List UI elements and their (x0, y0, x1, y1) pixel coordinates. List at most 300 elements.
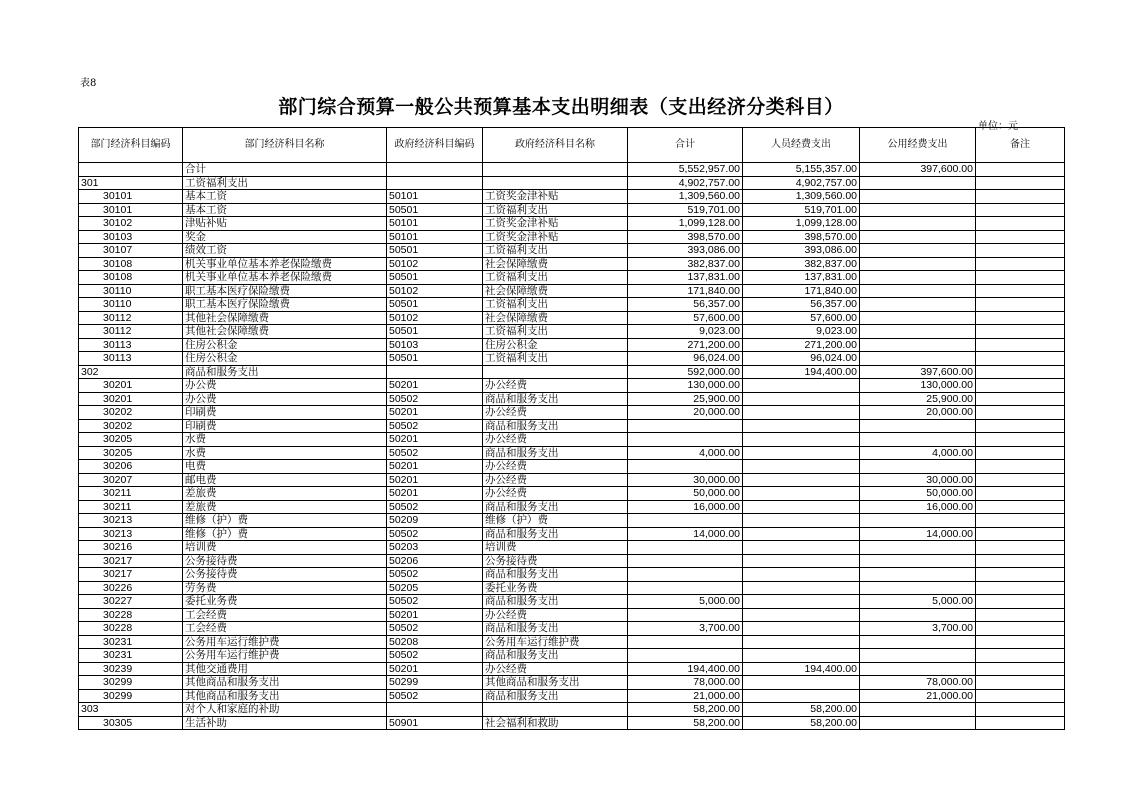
cell-dept-name: 维修（护）费 (183, 527, 387, 541)
cell-personnel: 56,357.00 (743, 298, 860, 312)
table-row (79, 352, 1065, 366)
cell-gov-code: 50101 (387, 230, 483, 244)
cell-public: 30,000.00 (860, 473, 976, 487)
cell-dept-name: 住房公积金 (183, 338, 387, 352)
cell-gov-name: 维修（护）费 (483, 514, 628, 528)
cell-dept-code: 30112 (79, 311, 183, 325)
cell-public: 5,000.00 (860, 595, 976, 609)
cell-dept-code: 30112 (79, 325, 183, 339)
cell-note (976, 352, 1065, 366)
cell-gov-name: 其他商品和服务支出 (483, 676, 628, 690)
cell-note (976, 203, 1065, 217)
cell-public (860, 244, 976, 258)
cell-gov-name: 社会福利和救助 (483, 716, 628, 730)
cell-dept-name: 印刷费 (183, 406, 387, 420)
cell-dept-code: 30205 (79, 446, 183, 460)
expenditure-table (78, 127, 1065, 730)
cell-dept-name: 职工基本医疗保险缴费 (183, 298, 387, 312)
cell-gov-code: 50101 (387, 217, 483, 231)
cell-dept-code: 30101 (79, 190, 183, 204)
cell-gov-code: 50501 (387, 271, 483, 285)
cell-note (976, 514, 1065, 528)
cell-personnel (743, 527, 860, 541)
cell-total (628, 541, 743, 555)
cell-note (976, 541, 1065, 555)
cell-personnel (743, 649, 860, 663)
cell-dept-name: 公务用车运行维护费 (183, 649, 387, 663)
cell-personnel: 194,400.00 (743, 365, 860, 379)
table-row (79, 514, 1065, 528)
cell-personnel (743, 406, 860, 420)
cell-dept-name: 水费 (183, 446, 387, 460)
table-row (79, 595, 1065, 609)
cell-gov-code: 50501 (387, 203, 483, 217)
cell-note (976, 568, 1065, 582)
cell-note (976, 716, 1065, 730)
cell-public (860, 352, 976, 366)
cell-note (976, 649, 1065, 663)
cell-dept-name: 其他社会保障缴费 (183, 325, 387, 339)
table-row (79, 676, 1065, 690)
cell-dept-name: 维修（护）费 (183, 514, 387, 528)
cell-dept-code: 30213 (79, 527, 183, 541)
cell-dept-name: 基本工资 (183, 190, 387, 204)
cell-public (860, 554, 976, 568)
cell-total: 130,000.00 (628, 379, 743, 393)
table-row (79, 635, 1065, 649)
cell-public (860, 230, 976, 244)
cell-dept-code: 30226 (79, 581, 183, 595)
cell-total: 58,200.00 (628, 703, 743, 717)
cell-dept-name: 邮电费 (183, 473, 387, 487)
header-row (79, 128, 1065, 163)
cell-gov-code: 50101 (387, 190, 483, 204)
cell-total: 194,400.00 (628, 662, 743, 676)
cell-personnel (743, 676, 860, 690)
cell-gov-code: 50502 (387, 392, 483, 406)
cell-gov-code: 50502 (387, 689, 483, 703)
cell-personnel (743, 392, 860, 406)
table-row (79, 217, 1065, 231)
cell-note (976, 325, 1065, 339)
table-row (79, 230, 1065, 244)
cell-public: 4,000.00 (860, 446, 976, 460)
cell-gov-code: 50201 (387, 460, 483, 474)
table-row (79, 311, 1065, 325)
cell-total: 5,552,957.00 (628, 163, 743, 177)
cell-personnel: 96,024.00 (743, 352, 860, 366)
cell-personnel: 271,200.00 (743, 338, 860, 352)
cell-personnel: 4,902,757.00 (743, 176, 860, 190)
cell-total (628, 433, 743, 447)
cell-gov-name: 办公经费 (483, 379, 628, 393)
cell-gov-name: 工资福利支出 (483, 203, 628, 217)
cell-gov-code: 50502 (387, 500, 483, 514)
cell-personnel: 58,200.00 (743, 716, 860, 730)
cell-gov-name: 公务接待费 (483, 554, 628, 568)
cell-note (976, 527, 1065, 541)
cell-dept-code: 30108 (79, 257, 183, 271)
cell-gov-code (387, 176, 483, 190)
cell-personnel: 398,570.00 (743, 230, 860, 244)
cell-dept-code: 30216 (79, 541, 183, 555)
cell-dept-name: 津贴补贴 (183, 217, 387, 231)
cell-dept-name: 其他商品和服务支出 (183, 689, 387, 703)
cell-total: 1,099,128.00 (628, 217, 743, 231)
cell-public (860, 460, 976, 474)
cell-dept-name: 基本工资 (183, 203, 387, 217)
cell-personnel (743, 581, 860, 595)
cell-personnel (743, 568, 860, 582)
cell-note (976, 406, 1065, 420)
cell-public: 21,000.00 (860, 689, 976, 703)
col-header-total: 合计 (628, 128, 743, 163)
page-title: 部门综合预算一般公共预算基本支出明细表（支出经济分类科目） (278, 96, 844, 118)
cell-public (860, 419, 976, 433)
cell-gov-name: 委托业务费 (483, 581, 628, 595)
cell-dept-name: 工会经费 (183, 622, 387, 636)
cell-dept-code: 30107 (79, 244, 183, 258)
cell-note (976, 473, 1065, 487)
cell-dept-code: 30213 (79, 514, 183, 528)
cell-gov-code: 50201 (387, 487, 483, 501)
cell-gov-code: 50102 (387, 257, 483, 271)
cell-gov-name: 商品和服务支出 (483, 622, 628, 636)
cell-dept-code: 30113 (79, 338, 183, 352)
cell-note (976, 244, 1065, 258)
cell-note (976, 338, 1065, 352)
col-header-gov-code: 政府经济科目编码 (387, 128, 483, 163)
cell-public (860, 635, 976, 649)
cell-gov-name: 工资福利支出 (483, 298, 628, 312)
cell-gov-name: 办公经费 (483, 608, 628, 622)
cell-gov-code: 50501 (387, 352, 483, 366)
cell-gov-name: 商品和服务支出 (483, 392, 628, 406)
cell-personnel (743, 541, 860, 555)
cell-public (860, 190, 976, 204)
cell-total: 96,024.00 (628, 352, 743, 366)
cell-note (976, 433, 1065, 447)
table-row (79, 338, 1065, 352)
table-row (79, 203, 1065, 217)
cell-dept-name: 其他社会保障缴费 (183, 311, 387, 325)
cell-note (976, 311, 1065, 325)
cell-gov-code: 50201 (387, 433, 483, 447)
table-row (79, 244, 1065, 258)
cell-dept-code: 30113 (79, 352, 183, 366)
cell-gov-name: 工资奖金津补贴 (483, 230, 628, 244)
cell-gov-name: 商品和服务支出 (483, 446, 628, 460)
cell-dept-code: 30110 (79, 284, 183, 298)
cell-gov-code: 50502 (387, 595, 483, 609)
cell-dept-name: 生活补助 (183, 716, 387, 730)
cell-dept-name: 公务用车运行维护费 (183, 635, 387, 649)
cell-gov-code: 50502 (387, 419, 483, 433)
cell-dept-name: 差旅费 (183, 500, 387, 514)
table-row (79, 419, 1065, 433)
cell-public (860, 325, 976, 339)
cell-dept-name: 劳务费 (183, 581, 387, 595)
table-row (79, 460, 1065, 474)
cell-note (976, 446, 1065, 460)
cell-gov-code: 50102 (387, 284, 483, 298)
table-row (79, 622, 1065, 636)
cell-public (860, 311, 976, 325)
cell-dept-name: 合计 (183, 163, 387, 177)
table-row (79, 689, 1065, 703)
cell-public (860, 514, 976, 528)
cell-personnel (743, 433, 860, 447)
table-row (79, 581, 1065, 595)
cell-note (976, 595, 1065, 609)
cell-total: 58,200.00 (628, 716, 743, 730)
cell-personnel: 194,400.00 (743, 662, 860, 676)
cell-public: 3,700.00 (860, 622, 976, 636)
cell-total: 398,570.00 (628, 230, 743, 244)
cell-dept-name: 差旅费 (183, 487, 387, 501)
cell-gov-name: 工资福利支出 (483, 271, 628, 285)
cell-dept-name: 办公费 (183, 392, 387, 406)
cell-note (976, 163, 1065, 177)
cell-total: 592,000.00 (628, 365, 743, 379)
cell-gov-code: 50502 (387, 649, 483, 663)
cell-personnel (743, 689, 860, 703)
col-header-public: 公用经费支出 (860, 128, 976, 163)
cell-total: 4,000.00 (628, 446, 743, 460)
cell-dept-code: 30231 (79, 649, 183, 663)
cell-public (860, 257, 976, 271)
cell-public (860, 568, 976, 582)
cell-personnel (743, 379, 860, 393)
cell-gov-name: 办公经费 (483, 460, 628, 474)
cell-note (976, 662, 1065, 676)
cell-dept-code: 30202 (79, 406, 183, 420)
table-row (79, 392, 1065, 406)
cell-public: 130,000.00 (860, 379, 976, 393)
cell-dept-name: 办公费 (183, 379, 387, 393)
cell-dept-code: 30102 (79, 217, 183, 231)
table-row (79, 379, 1065, 393)
col-header-dept-name: 部门经济科目名称 (183, 128, 387, 163)
cell-gov-code: 50103 (387, 338, 483, 352)
cell-dept-name: 工会经费 (183, 608, 387, 622)
cell-gov-name: 办公经费 (483, 662, 628, 676)
cell-note (976, 176, 1065, 190)
cell-gov-code: 50501 (387, 325, 483, 339)
cell-dept-name: 水费 (183, 433, 387, 447)
cell-gov-name: 工资奖金津补贴 (483, 190, 628, 204)
cell-personnel: 1,309,560.00 (743, 190, 860, 204)
cell-note (976, 379, 1065, 393)
cell-gov-name: 商品和服务支出 (483, 419, 628, 433)
cell-dept-code: 30299 (79, 689, 183, 703)
cell-public (860, 703, 976, 717)
cell-gov-code: 50501 (387, 298, 483, 312)
cell-gov-name: 工资福利支出 (483, 244, 628, 258)
cell-total (628, 581, 743, 595)
cell-public (860, 284, 976, 298)
cell-personnel (743, 487, 860, 501)
cell-public (860, 298, 976, 312)
cell-gov-code: 50501 (387, 244, 483, 258)
cell-dept-code: 30211 (79, 500, 183, 514)
cell-dept-name: 职工基本医疗保险缴费 (183, 284, 387, 298)
cell-gov-name: 社会保障缴费 (483, 257, 628, 271)
cell-note (976, 703, 1065, 717)
cell-gov-name: 社会保障缴费 (483, 284, 628, 298)
cell-total: 20,000.00 (628, 406, 743, 420)
cell-note (976, 581, 1065, 595)
cell-gov-name: 公务用车运行维护费 (483, 635, 628, 649)
cell-dept-name: 机关事业单位基本养老保险缴费 (183, 257, 387, 271)
cell-public: 20,000.00 (860, 406, 976, 420)
cell-gov-name: 商品和服务支出 (483, 689, 628, 703)
table-row (79, 662, 1065, 676)
cell-note (976, 500, 1065, 514)
cell-personnel: 393,086.00 (743, 244, 860, 258)
cell-note (976, 419, 1065, 433)
cell-gov-code: 50201 (387, 379, 483, 393)
cell-dept-code: 30211 (79, 487, 183, 501)
cell-gov-code: 50502 (387, 446, 483, 460)
cell-gov-code (387, 365, 483, 379)
cell-note (976, 365, 1065, 379)
cell-public (860, 649, 976, 663)
cell-dept-name: 印刷费 (183, 419, 387, 433)
table-tag: 表8 (80, 78, 97, 89)
cell-dept-code: 30101 (79, 203, 183, 217)
cell-dept-code: 30305 (79, 716, 183, 730)
cell-public: 25,900.00 (860, 392, 976, 406)
cell-gov-name (483, 163, 628, 177)
cell-dept-code: 30205 (79, 433, 183, 447)
cell-gov-name: 工资福利支出 (483, 325, 628, 339)
cell-note (976, 676, 1065, 690)
cell-gov-code: 50208 (387, 635, 483, 649)
cell-gov-name (483, 365, 628, 379)
cell-public: 397,600.00 (860, 163, 976, 177)
cell-personnel (743, 554, 860, 568)
cell-total: 393,086.00 (628, 244, 743, 258)
cell-personnel: 5,155,357.00 (743, 163, 860, 177)
cell-gov-name: 商品和服务支出 (483, 649, 628, 663)
cell-dept-code: 30228 (79, 608, 183, 622)
table-row (79, 446, 1065, 460)
cell-gov-name: 商品和服务支出 (483, 500, 628, 514)
cell-total (628, 568, 743, 582)
cell-gov-name: 社会保障缴费 (483, 311, 628, 325)
cell-total: 171,840.00 (628, 284, 743, 298)
cell-note (976, 689, 1065, 703)
table-row (79, 649, 1065, 663)
cell-public: 14,000.00 (860, 527, 976, 541)
cell-personnel (743, 608, 860, 622)
cell-public (860, 217, 976, 231)
cell-personnel (743, 460, 860, 474)
cell-dept-code: 30231 (79, 635, 183, 649)
cell-note (976, 487, 1065, 501)
cell-total: 3,700.00 (628, 622, 743, 636)
cell-total: 382,837.00 (628, 257, 743, 271)
col-header-personnel: 人员经费支出 (743, 128, 860, 163)
cell-personnel: 1,099,128.00 (743, 217, 860, 231)
cell-gov-code: 50102 (387, 311, 483, 325)
table-row (79, 298, 1065, 312)
cell-gov-name: 办公经费 (483, 473, 628, 487)
cell-gov-code (387, 163, 483, 177)
cell-gov-code: 50201 (387, 608, 483, 622)
table-row (79, 190, 1065, 204)
cell-gov-code: 50502 (387, 568, 483, 582)
cell-public (860, 608, 976, 622)
table-row (79, 365, 1065, 379)
cell-gov-name: 培训费 (483, 541, 628, 555)
cell-note (976, 298, 1065, 312)
cell-total: 271,200.00 (628, 338, 743, 352)
cell-note (976, 271, 1065, 285)
cell-dept-code: 30108 (79, 271, 183, 285)
cell-total: 1,309,560.00 (628, 190, 743, 204)
table-row (79, 487, 1065, 501)
cell-dept-code: 30201 (79, 379, 183, 393)
cell-dept-name: 奖金 (183, 230, 387, 244)
cell-note (976, 622, 1065, 636)
cell-personnel: 57,600.00 (743, 311, 860, 325)
cell-gov-name: 商品和服务支出 (483, 527, 628, 541)
cell-total (628, 635, 743, 649)
unit-label: 单位：元 (978, 121, 1018, 132)
cell-gov-name: 商品和服务支出 (483, 595, 628, 609)
cell-gov-code: 50502 (387, 622, 483, 636)
cell-personnel: 519,701.00 (743, 203, 860, 217)
cell-total (628, 460, 743, 474)
cell-gov-name: 住房公积金 (483, 338, 628, 352)
cell-dept-code (79, 163, 183, 177)
cell-personnel (743, 500, 860, 514)
cell-public (860, 203, 976, 217)
table-row (79, 176, 1065, 190)
cell-dept-name: 绩效工资 (183, 244, 387, 258)
table-row (79, 433, 1065, 447)
cell-personnel (743, 595, 860, 609)
table-row (79, 163, 1065, 177)
cell-gov-name: 商品和服务支出 (483, 568, 628, 582)
cell-dept-name: 培训费 (183, 541, 387, 555)
cell-public (860, 433, 976, 447)
cell-total (628, 608, 743, 622)
cell-gov-name: 办公经费 (483, 487, 628, 501)
table-row (79, 608, 1065, 622)
table-row (79, 716, 1065, 730)
cell-personnel (743, 622, 860, 636)
table-row (79, 554, 1065, 568)
cell-gov-code: 50201 (387, 473, 483, 487)
cell-public (860, 716, 976, 730)
cell-personnel: 171,840.00 (743, 284, 860, 298)
cell-personnel: 9,023.00 (743, 325, 860, 339)
cell-gov-code (387, 703, 483, 717)
cell-dept-code: 303 (79, 703, 183, 717)
cell-personnel (743, 473, 860, 487)
cell-dept-name: 公务接待费 (183, 568, 387, 582)
cell-note (976, 635, 1065, 649)
cell-total: 56,357.00 (628, 298, 743, 312)
cell-gov-code: 50201 (387, 662, 483, 676)
cell-public: 16,000.00 (860, 500, 976, 514)
table-row (79, 541, 1065, 555)
cell-dept-name: 电费 (183, 460, 387, 474)
cell-personnel (743, 419, 860, 433)
